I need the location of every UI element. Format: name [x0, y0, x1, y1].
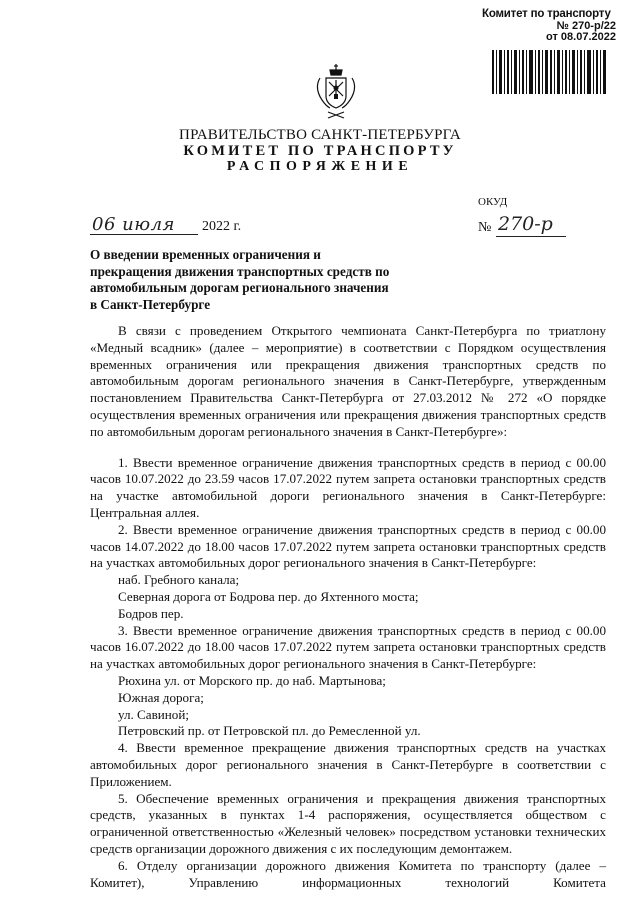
document-type: РАСПОРЯЖЕНИЕ: [226, 159, 414, 174]
government-title: ПРАВИТЕЛЬСТВО САНКТ-ПЕТЕРБУРГА: [179, 127, 461, 143]
document-body: [90, 323, 606, 891]
registration-stamp: [482, 8, 632, 43]
barcode: [492, 50, 608, 94]
coat-of-arms-icon: [314, 64, 358, 120]
handwritten-date: 06 июля: [92, 214, 175, 235]
clause-3-item: Южная дорога;: [118, 689, 204, 705]
date-underline: [90, 234, 198, 235]
committee-title: КОМИТЕТ ПО ТРАНСПОРТУ: [183, 143, 457, 159]
stamp-committee: Комитет по транспорту: [482, 8, 611, 20]
date-year: 2022 г.: [202, 219, 242, 234]
clause-2: 2. Ввести временное ограничение движения транспортных средств в период с 00.00 часов 14.07.2022 до 18.00 часов 17.07.2022 путем запрета остановки транспортных средств на участках автомобильных дорог регионального значения в Санкт-Петербурге:: [90, 521, 606, 571]
clause-5: 5. Обеспечение временных ограничения и прекращения движения транспортных средств, указанных в пунктах 1-4 распоряжения, осуществляется обществом с ограниченной ответственностью «Железный человек» посредством установки технических средств организации дорожного движения с их последующим демонтажем.: [90, 790, 606, 856]
stamp-date: от 08.07.2022: [546, 31, 616, 43]
clause-2-item: наб. Гребного канала;: [118, 572, 240, 588]
clause-1: 1. Ввести временное ограничение движения транспортных средств в период с 00.00 часов 10.07.2022 до 23.59 часов 17.07.2022 путем запрета остановки транспортных средств на участке автомобильной дороги регионального значения в Санкт-Петербурге: Центральная аллея.: [90, 454, 606, 520]
number-sign: №: [478, 220, 492, 235]
document-date: [90, 214, 250, 238]
clause-2-item: Северная дорога от Бодрова пер. до Яхтенного моста;: [118, 588, 419, 604]
clause-3-item: Петровский пр. от Петровской пл. до Ремесленной ул.: [118, 723, 421, 739]
stamp-number: № 270-р/22: [556, 20, 616, 32]
number-underline: [496, 236, 566, 237]
clause-3-item: Рюхина ул. от Морского пр. до наб. Мартынова;: [118, 672, 386, 688]
clause-3-item: ул. Савиной;: [118, 706, 189, 722]
handwritten-number: 270-р: [498, 213, 553, 235]
document-number: [478, 214, 568, 240]
document-title: О введении временных ограничения и прекращения движения транспортных средств по автомобильным дорогам регионального значения в Санкт-Петербурге: [90, 247, 390, 312]
clause-2-item: Бодров пер.: [118, 605, 184, 621]
clause-4: 4. Ввести временное прекращение движения транспортных средств на участках автомобильных дорог регионального значения в Санкт-Петербурге в соответствии с Приложением.: [90, 740, 606, 789]
okud-label: ОКУД: [478, 196, 508, 208]
clause-3: 3. Ввести временное ограничение движения транспортных средств в период с 00.00 часов 16.07.2022 до 18.00 часов 17.07.2022 путем запрета остановки транспортных средств на участках автомобильных дорог регионального значения в Санкт-Петербурге:: [90, 622, 606, 672]
intro-paragraph: В связи с проведением Открытого чемпионата Санкт-Петербурга по триатлону «Медный всадник» (далее – мероприятие) в соответствии с Порядком осуществления временных ограничения или прекращения движения транспортных средств по автомобильным дорогам регионального значения в Санкт-Петербурге, утвержденным постановлением Правительства Санкт-Петербурга от 27.03.2012 № 272 «О порядке осуществления временных ограничения или прекращения движения транспортных средств по автомобильным дорогам регионального значения в Санкт-Петербурге»:: [90, 323, 606, 439]
clause-6: 6. Отделу организации дорожного движения Комитета по транспорту (далее – Комитет), Управлению информационных технологий Комитета: [90, 857, 606, 890]
